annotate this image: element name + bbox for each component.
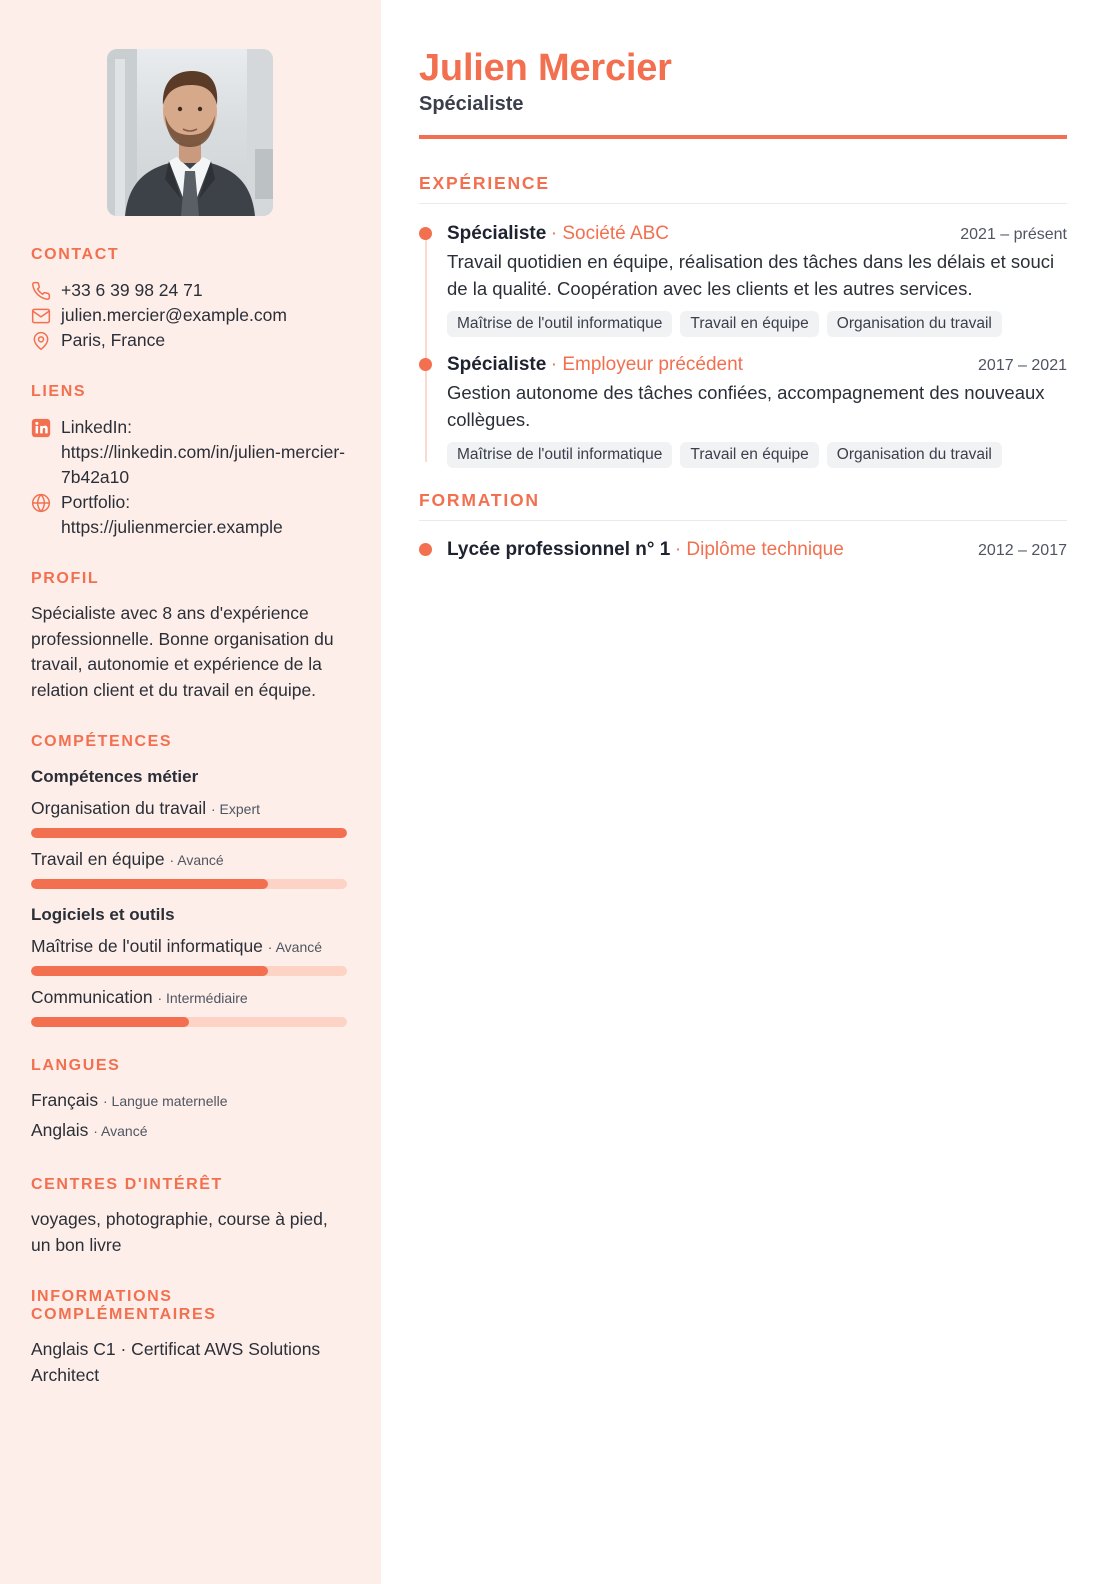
education-entry — [419, 539, 1067, 561]
language-name: Anglais — [31, 1120, 89, 1140]
skill-bar-fill — [31, 966, 268, 976]
portrait-photo — [107, 49, 273, 216]
education-section — [419, 490, 1067, 561]
skill-item — [31, 848, 351, 889]
sidebar — [0, 0, 381, 1584]
experience-section — [419, 173, 1067, 468]
language-level: · Avancé — [93, 1123, 148, 1139]
skill-bar-fill — [31, 879, 268, 889]
skill-tag: Travail en équipe — [680, 311, 818, 337]
link-portfolio[interactable] — [31, 490, 351, 540]
job-description: Gestion autonome des tâches confiées, accompagnement des nouveaux collègues. — [447, 382, 1045, 430]
mail-icon — [31, 303, 61, 328]
skill-level: · Avancé — [267, 939, 323, 955]
skill-bar — [31, 966, 347, 976]
skill-tag: Organisation du travail — [827, 442, 1002, 468]
education-heading: FORMATION — [419, 490, 1067, 521]
school-name: Lycée professionnel n° 1 — [447, 539, 671, 560]
contact-phone[interactable] — [31, 278, 351, 303]
skill-level: · Intermédiaire — [157, 990, 248, 1006]
job-dates: 2017 – 2021 — [978, 357, 1067, 374]
contact-location — [31, 328, 351, 353]
skill-item — [31, 986, 351, 1027]
job-tags — [447, 442, 1067, 468]
main-content — [381, 0, 1120, 1584]
timeline-dot — [419, 543, 432, 556]
skill-level: · Expert — [210, 801, 260, 817]
experience-heading: EXPÉRIENCE — [419, 173, 1067, 204]
profile-heading: PROFIL — [31, 570, 100, 587]
header-divider — [419, 135, 1067, 139]
languages-heading: LANGUES — [31, 1057, 121, 1074]
interests-section — [31, 1176, 351, 1258]
language-item — [31, 1086, 351, 1116]
skill-name: Communication — [31, 987, 153, 1007]
skill-bar — [31, 1017, 347, 1027]
skill-name: Organisation du travail — [31, 798, 207, 818]
linkedin-label: LinkedIn: — [61, 417, 133, 437]
skill-item — [31, 797, 351, 838]
language-name: Français — [31, 1090, 99, 1110]
profile-text: Spécialiste avec 8 ans d'expérience professionnelle. Bonne organisation du travail, autonomie et expérience de la relation client et du travail en équipe. — [31, 603, 334, 700]
job-company: · Société ABC — [550, 223, 670, 244]
job-dates: 2021 – présent — [960, 226, 1067, 243]
contact-email[interactable] — [31, 303, 351, 328]
portfolio-label: Portfolio: — [61, 492, 131, 512]
interests-heading: CENTRES D'INTÉRÊT — [31, 1176, 223, 1193]
portfolio-url[interactable]: https://julienmercier.example — [61, 517, 283, 537]
skill-bar — [31, 828, 347, 838]
job-company: · Employeur précédent — [550, 354, 743, 375]
phone-icon — [31, 278, 61, 303]
link-linkedin[interactable] — [31, 415, 351, 490]
language-item — [31, 1116, 351, 1146]
person-name: Julien Mercier — [419, 47, 672, 89]
skill-bar-fill — [31, 1017, 189, 1027]
skills-section — [31, 733, 351, 1027]
education-dates: 2012 – 2017 — [978, 542, 1067, 559]
skill-tag: Maîtrise de l'outil informatique — [447, 442, 672, 468]
email-text: julien.mercier@example.com — [61, 305, 287, 325]
job-entry — [419, 354, 1067, 468]
skills-heading: COMPÉTENCES — [31, 733, 173, 750]
experience-timeline — [419, 223, 1067, 468]
language-level: · Langue maternelle — [102, 1093, 228, 1109]
extra-info-heading: INFORMATIONS COMPLÉMENTAIRES — [31, 1288, 217, 1323]
location-text: Paris, France — [61, 330, 166, 350]
skill-level: · Avancé — [169, 852, 224, 868]
map-pin-icon — [31, 328, 61, 353]
skill-name: Maîtrise de l'outil informatique — [31, 936, 263, 956]
skill-bar-fill — [31, 828, 347, 838]
contact-heading: CONTACT — [31, 246, 120, 263]
skill-group-title: Compétences métier — [31, 767, 199, 786]
globe-icon — [31, 490, 61, 515]
linkedin-icon — [31, 415, 61, 440]
person-role: Spécialiste — [419, 93, 524, 115]
languages-section — [31, 1057, 351, 1146]
linkedin-url[interactable]: https://linkedin.com/in/julien-mercier-7b42a10 — [61, 442, 345, 487]
job-tags — [447, 311, 1067, 337]
extra-info-section — [31, 1288, 351, 1388]
phone-text: +33 6 39 98 24 71 — [61, 280, 203, 300]
skill-tag: Maîtrise de l'outil informatique — [447, 311, 672, 337]
extra-info-text: Anglais C1 · Certificat AWS Solutions Architect — [31, 1339, 321, 1385]
job-description: Travail quotidien en équipe, réalisation des tâches dans les délais et souci de la qualité. Coopération avec les clients et les autres services. — [447, 251, 1055, 299]
job-entry — [419, 223, 1067, 337]
skill-tag: Organisation du travail — [827, 311, 1002, 337]
profile-section — [31, 570, 351, 703]
photo-container — [28, 49, 351, 216]
skill-bar — [31, 879, 347, 889]
contact-section — [31, 246, 351, 353]
timeline-dot — [419, 358, 432, 371]
job-title: Spécialiste — [447, 354, 547, 375]
links-heading: LIENS — [31, 383, 87, 400]
skill-name: Travail en équipe — [31, 849, 165, 869]
skill-tag: Travail en équipe — [680, 442, 818, 468]
timeline-dot — [419, 227, 432, 240]
job-title: Spécialiste — [447, 223, 547, 244]
skill-item — [31, 935, 351, 976]
skill-group-title: Logiciels et outils — [31, 905, 175, 924]
links-section — [31, 383, 351, 540]
degree-name: · Diplôme technique — [674, 539, 844, 560]
interests-text: voyages, photographie, course à pied, un bon livre — [31, 1209, 328, 1255]
